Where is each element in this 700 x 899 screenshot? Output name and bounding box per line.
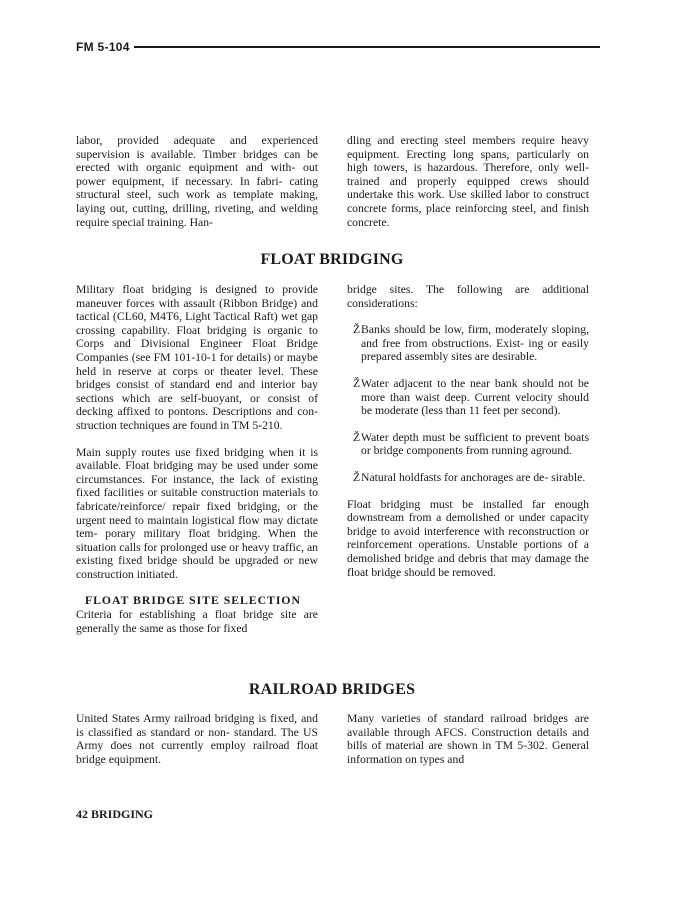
intro-right-paragraph: dling and erecting steel members require heavy equipment. Erecting long spans, particularly on high towers, is hazardous. Therefore, only well-trained and properly equipped crews should undertake this work. Use skilled labor to construct concrete forms, place reinforcing steel, and finish concrete. [347, 134, 589, 229]
float-left-column [76, 283, 318, 635]
manual-code: FM 5-104 [76, 40, 130, 54]
float-bridging-title: FLOAT BRIDGING [260, 251, 404, 268]
bullet-mark: Ž [353, 376, 361, 390]
considerations-intro: bridge sites. The following are additional considerations: [347, 283, 589, 310]
running-header [76, 40, 600, 54]
bullet-mark: Ž [353, 470, 361, 484]
float-paragraph-2: Main supply routes use fixed bridging when it is available. Float bridging may be used under some circumstances. For instance, the lack of existing fixed facilities or suitable construction materials to fabricate/reinforce/ repair fixed bridging, or the urgent need to maintain logistical flow may dictate tem- porary military float bridging. When the situation calls for prolonged use or heavy traffic, an existing fixed bridge should be upgraded or new construction initiated. [76, 445, 318, 581]
intro-right-column [347, 134, 589, 229]
site-selection-text: Criteria for establishing a float bridge site are generally the same as those for fixed [76, 608, 318, 635]
header-rule [134, 46, 600, 48]
float-right-column [347, 283, 589, 579]
railroad-bridges-title: RAILROAD BRIDGES [248, 681, 416, 698]
consideration-text: Natural holdfasts for anchorages are de- sirable. [361, 470, 586, 484]
consideration-text: Banks should be low, firm, moderately sloping, and free from obstructions. Exist- ing or easily prepared assembly sites are desirable. [361, 323, 589, 364]
consideration-item [347, 323, 589, 364]
intro-left-paragraph: labor, provided adequate and experienced supervision is available. Timber bridges can be erected with organic equipment and with- out power equipment, if necessary. In fabri- cating structural steel, such work as template making, laying out, cutting, drilling, riveting, and welding require special training. Han- [76, 134, 318, 229]
consideration-item [347, 471, 589, 485]
float-closing-paragraph: Float bridging must be installed far enough downstream from a demolished or under capacity bridge to avoid interference with reconstruction or reinforcement operations. Unstable portions of a demolished bridge and debris that may damage the float bridge should be removed. [347, 497, 589, 579]
float-paragraph-1: Military float bridging is designed to provide maneuver forces with assault (Ribbon Bridge) and tactical (CL60, M4T6, Light Tactical Raft) wet gap crossing capability. Float bridging is organic to Corps and Divisional Engineer Float Bridge Companies (see FM 101-10-1 for details) or maybe held in reserve at corps or theater level. These bridges consist of standard end and interior bay sections which are self-buoyant, or consist of decking affixed to pontons. Descriptions and con- struction techniques are found in TM 5-210. [76, 283, 318, 432]
consideration-item [347, 377, 589, 418]
railroad-left-paragraph: United States Army railroad bridging is fixed, and is classified as standard or non- standard. The US Army does not currently employ railroad float bridge equipment. [76, 712, 318, 766]
railroad-right-paragraph: Many varieties of standard railroad bridges are available through AFCS. Construction details and bills of material are shown in TM 5-302. General information on types and [347, 712, 589, 766]
railroad-left-column [76, 712, 318, 766]
bullet-mark: Ž [353, 430, 361, 444]
railroad-right-column [347, 712, 589, 766]
consideration-item [347, 431, 589, 458]
consideration-text: Water adjacent to the near bank should not be more than waist deep. Current velocity should be moderate (less than 11 feet per second). [361, 376, 589, 418]
site-selection-heading: FLOAT BRIDGE SITE SELECTION [85, 594, 301, 608]
consideration-text: Water depth must be sufficient to prevent boats or bridge components from running aground. [361, 430, 589, 458]
bullet-mark: Ž [353, 323, 361, 337]
page-footer: 42 BRIDGING [76, 807, 154, 821]
intro-left-column [76, 134, 318, 229]
